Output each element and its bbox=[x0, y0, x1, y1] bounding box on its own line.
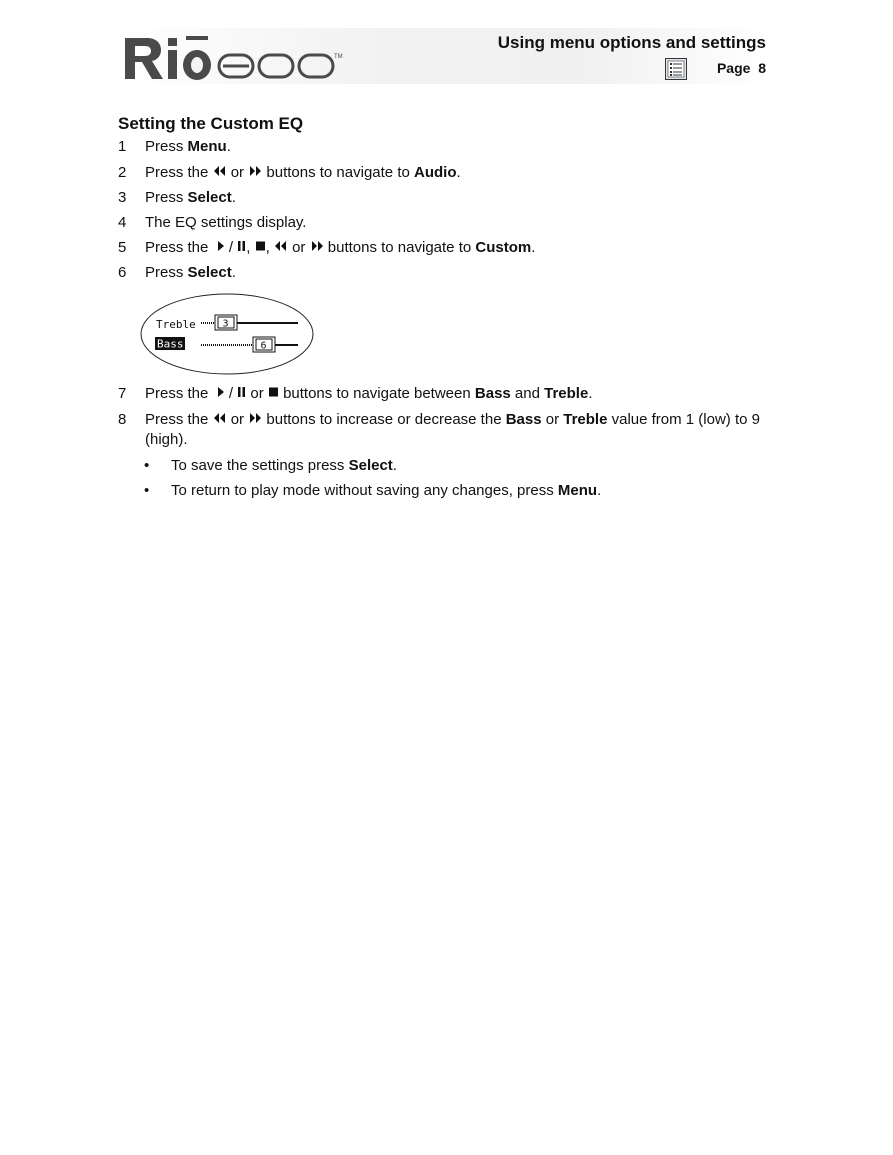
rewind-icon bbox=[213, 163, 227, 183]
step-text: Press the bbox=[145, 385, 213, 402]
step-text: or bbox=[287, 239, 310, 256]
step-keyword: Custom bbox=[475, 239, 532, 256]
step-punct: . bbox=[231, 189, 236, 206]
play-icon bbox=[217, 384, 225, 404]
rewind-icon bbox=[274, 238, 288, 258]
step-number: 1 bbox=[118, 138, 127, 155]
step-keyword: Treble bbox=[563, 411, 608, 428]
stop-icon bbox=[268, 384, 279, 404]
fast-forward-icon bbox=[248, 410, 262, 430]
treble-label: Treble bbox=[156, 318, 196, 331]
step-8 bbox=[118, 410, 778, 450]
step-text: buttons to navigate to bbox=[262, 164, 414, 181]
rewind-icon bbox=[213, 410, 227, 430]
pause-icon bbox=[237, 238, 246, 258]
step-number: 7 bbox=[118, 385, 127, 402]
step-keyword: Select bbox=[187, 189, 232, 206]
header-title: Using menu options and settings bbox=[497, 33, 766, 52]
bass-value: 6 bbox=[260, 340, 267, 352]
step-text: buttons to navigate between bbox=[278, 385, 475, 402]
step-text: / bbox=[224, 385, 238, 402]
bullet-text: To return to play mode without saving any changes, press bbox=[171, 482, 558, 499]
step-text: Press bbox=[145, 264, 188, 281]
bullet-text: To save the settings press bbox=[171, 457, 349, 474]
play-icon bbox=[217, 238, 225, 258]
step-number: 3 bbox=[118, 189, 127, 206]
step-keyword: Bass bbox=[474, 385, 511, 402]
eq-display-screen bbox=[140, 292, 320, 383]
step-text: buttons to increase or decrease the bbox=[262, 411, 506, 428]
step-text: buttons to navigate to bbox=[323, 239, 476, 256]
bullet-dot: • bbox=[144, 457, 150, 474]
step-number: 2 bbox=[118, 164, 127, 181]
stop-icon bbox=[255, 238, 266, 258]
step-keyword: Select bbox=[187, 264, 232, 281]
step-punct: . bbox=[231, 264, 236, 281]
bass-label: Bass bbox=[157, 337, 184, 351]
step-text: , bbox=[246, 239, 255, 256]
bullet-keyword: Menu bbox=[557, 482, 598, 499]
treble-value: 3 bbox=[222, 318, 229, 330]
step-punct: . bbox=[226, 138, 231, 155]
step-text: or bbox=[226, 411, 249, 428]
step-text: Press the bbox=[145, 239, 213, 256]
bullet-punct: . bbox=[597, 482, 602, 499]
step-number: 5 bbox=[118, 239, 127, 256]
step-number: 6 bbox=[118, 264, 127, 281]
step-number: 4 bbox=[118, 214, 127, 231]
step-punct: . bbox=[531, 239, 536, 256]
page-number: Page 8 bbox=[716, 60, 766, 76]
fast-forward-icon bbox=[248, 163, 262, 183]
step-text: Press bbox=[145, 189, 188, 206]
rio800-logo bbox=[122, 30, 347, 91]
step-text: and bbox=[510, 385, 545, 402]
step-keyword: Bass bbox=[505, 411, 542, 428]
pause-icon bbox=[237, 384, 246, 404]
step-text: / bbox=[224, 239, 238, 256]
step-text: Press the bbox=[145, 164, 213, 181]
step-keyword: Audio bbox=[414, 164, 457, 181]
step-punct: . bbox=[456, 164, 461, 181]
bullet-dot: • bbox=[144, 482, 150, 499]
step-text: or bbox=[226, 164, 249, 181]
step-punct: . bbox=[588, 385, 593, 402]
step-text: The EQ settings display. bbox=[145, 214, 307, 231]
section-title: Setting the Custom EQ bbox=[118, 114, 304, 133]
bullet-punct: . bbox=[392, 457, 397, 474]
step-text: or bbox=[541, 411, 564, 428]
svg-text:TM: TM bbox=[334, 54, 343, 60]
step-keyword: Menu bbox=[187, 138, 227, 155]
bullet-keyword: Select bbox=[348, 457, 393, 474]
step-text: Press the bbox=[145, 411, 213, 428]
step-keyword: Treble bbox=[544, 385, 589, 402]
step-text: , bbox=[265, 239, 274, 256]
table-of-contents-icon[interactable] bbox=[665, 58, 687, 80]
step-text: Press bbox=[145, 138, 188, 155]
step-number: 8 bbox=[118, 411, 127, 428]
step-text: value from 1 (low) to 9 (high). bbox=[145, 411, 760, 449]
fast-forward-icon bbox=[310, 238, 324, 258]
step-text: or bbox=[246, 385, 268, 402]
